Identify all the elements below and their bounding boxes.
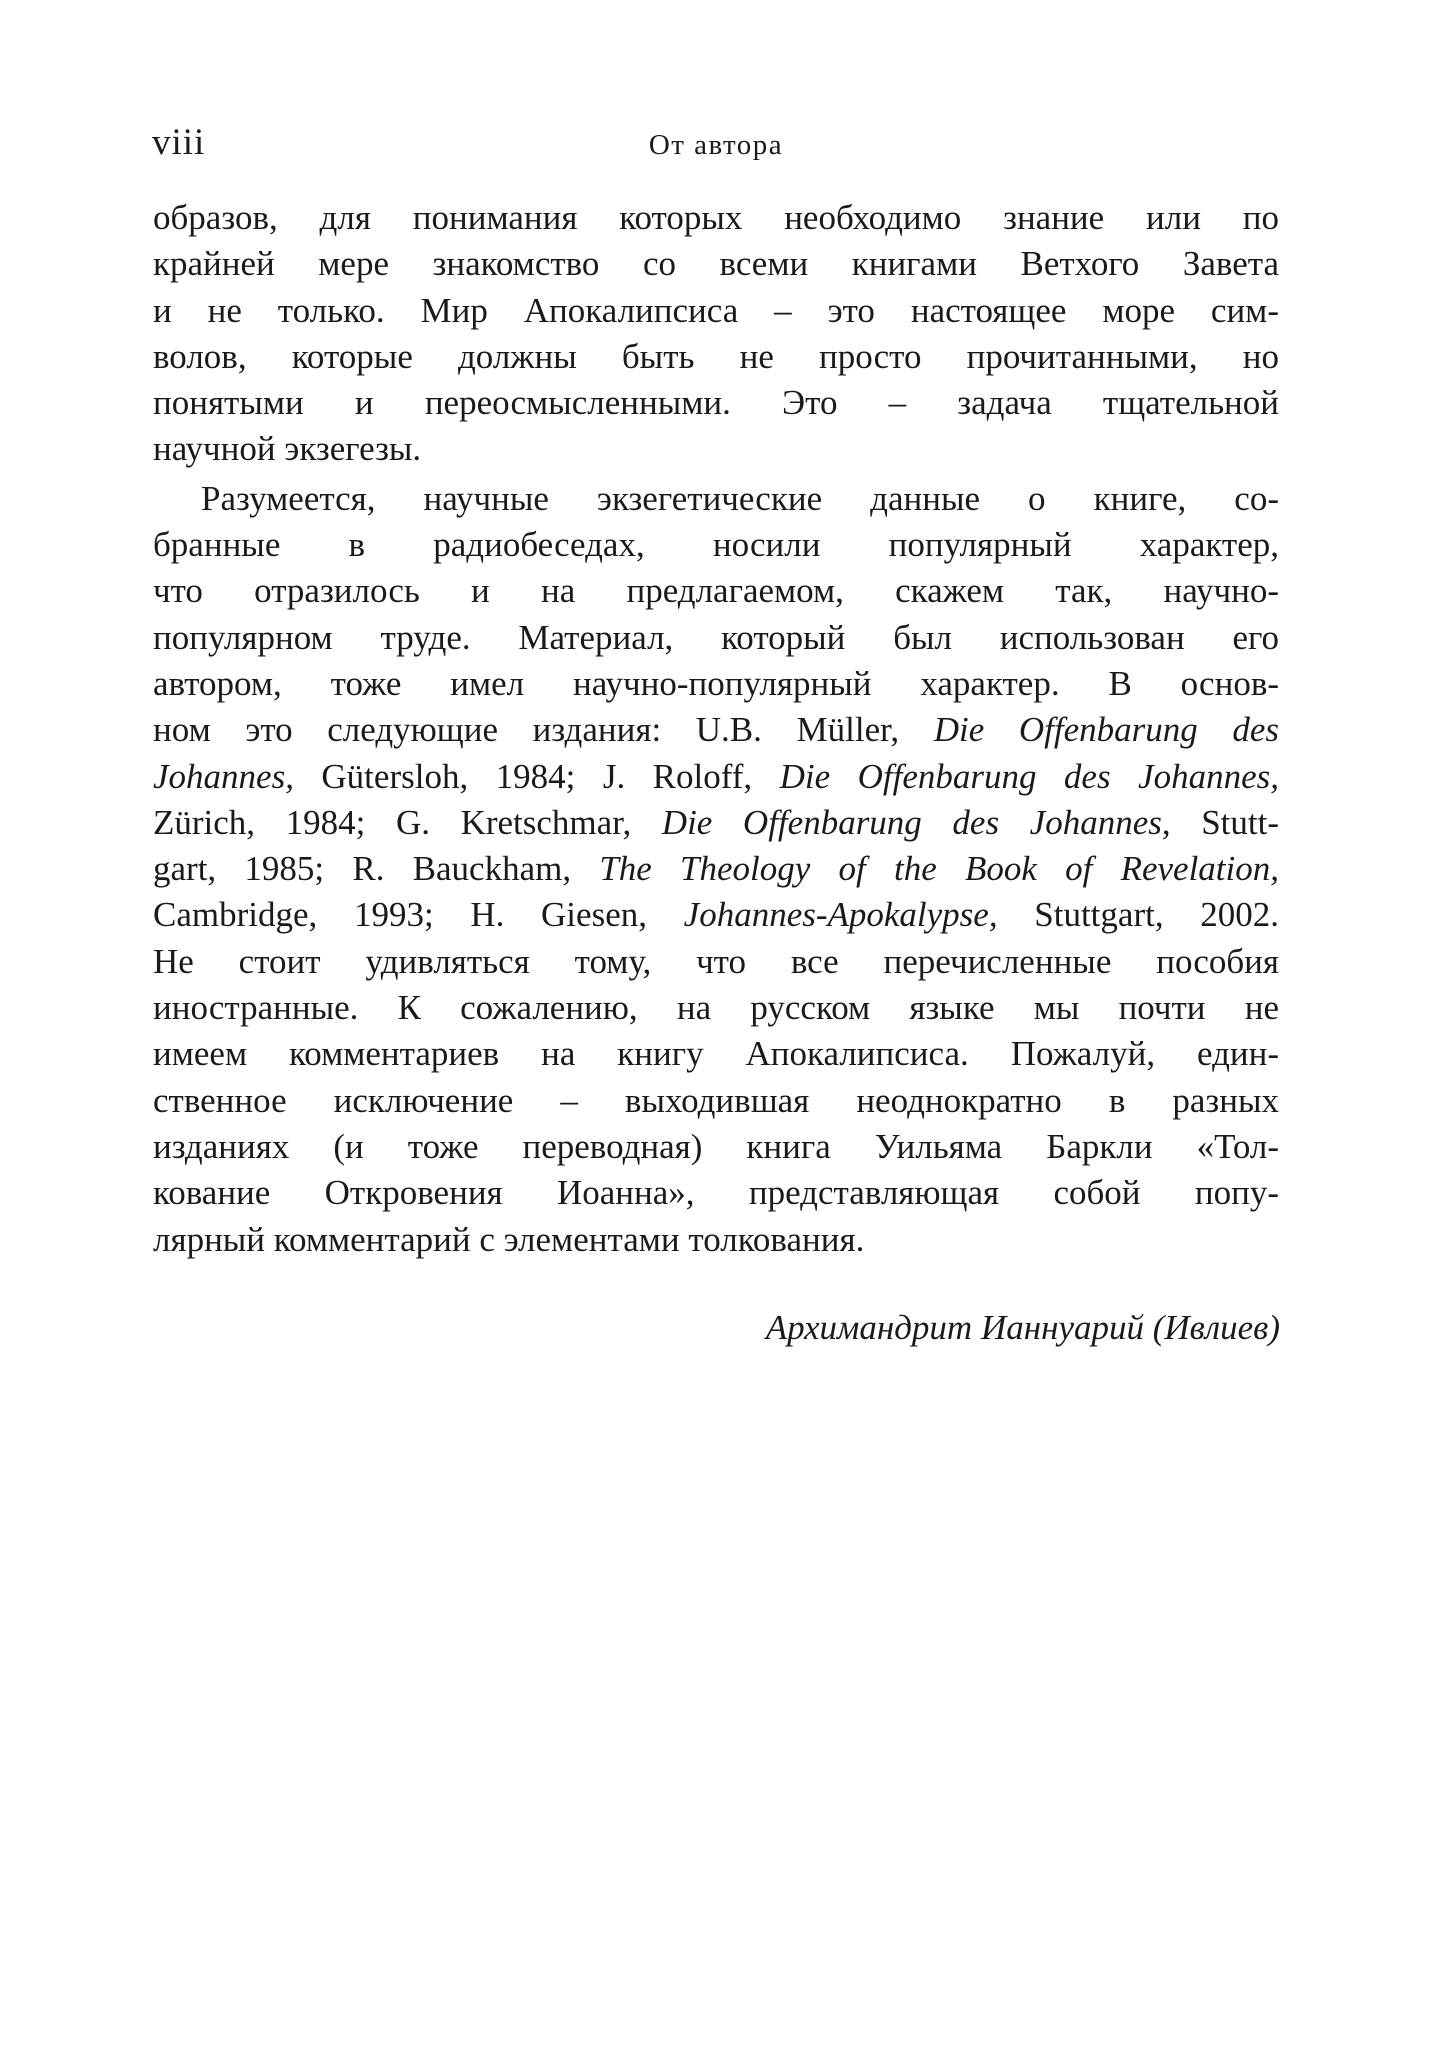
citation-text: Cambridge, 1993; H. Giesen, [153,895,684,935]
text-line [153,846,1279,892]
text-line: научной экзегезы. [153,429,422,469]
text-line: и не только. Мир Апокалипсиса – это настоящее море сим- [153,290,1279,330]
text-line: волов, которые должны быть не просто прочитанными, но [153,336,1279,376]
text-line [153,800,1279,846]
book-title-italic: Die Offenbarung des Johannes [661,802,1162,842]
book-title-italic: Die Offenbarung des Johannes, [779,756,1279,796]
body-text [153,195,1279,1263]
text-line: Не стоит удивляться тому, что все перечисленные пособия [153,941,1279,981]
page-number: viii [152,122,206,163]
text-line: образов, для понимания которых необходимо знание или по [153,198,1279,237]
author-signature: Архимандрит Ианнуарий (Ивлиев) [765,1308,1280,1347]
text-line: кование Откровения Иоанна», представляющая собой попу- [153,1173,1279,1213]
text-line: лярный комментарий с элементами толкования. [153,1219,865,1259]
text-line: имеем комментариев на книгу Апокалипсиса. Пожалуй, един- [153,1034,1279,1074]
book-title-italic: The Theology of the Book of Revelation, [599,849,1279,889]
book-title-italic: Die Offenbarung des [933,710,1279,750]
text-line: бранные в радиобеседах, носили популярный характер, [153,525,1279,565]
citation-text: Stuttgart, 2002. [997,895,1279,935]
book-title-italic: Johannes-Apokalypse, [683,895,998,935]
text-line [153,754,1279,800]
book-title-italic: Johannes, [153,756,294,796]
text-line: ственное исключение – выходившая неоднократно в разных [153,1080,1279,1120]
text-line [153,892,1279,938]
citation-text: , Stutt- [1161,802,1279,842]
citation-text: gart, 1985; R. Bauckham, [153,849,600,889]
text-line: популярном труде. Материал, который был использован его [153,617,1279,657]
text-line: изданиях (и тоже переводная) книга Уильяма Баркли «Тол- [153,1126,1279,1166]
text-line: автором, тоже имел научно-популярный характер. В основ- [153,663,1279,703]
text-line: Разумеется, научные экзегетические данные о книге, со- [201,478,1279,518]
paragraph-2 [153,476,1279,1263]
text-line: что отразилось и на предлагаемом, скажем так, научно- [153,571,1279,611]
paragraph-1 [153,195,1279,473]
running-head [152,118,1280,168]
text-line [153,707,1279,753]
text-line: иностранные. К сожалению, на русском языке мы почти не [153,988,1279,1028]
text-line: крайней мере знакомство со всеми книгами Ветхого Завета [153,244,1279,284]
citation-text: Gütersloh, 1984; J. Roloff, [293,756,780,796]
citation-text: ном это следующие издания: U.B. Müller, [153,710,934,750]
text-line: понятыми и переосмысленными. Это – задача тщательной [153,383,1279,423]
running-title: От автора [648,129,784,161]
citation-text: Zürich, 1984; G. Kretschmar, [153,802,662,842]
